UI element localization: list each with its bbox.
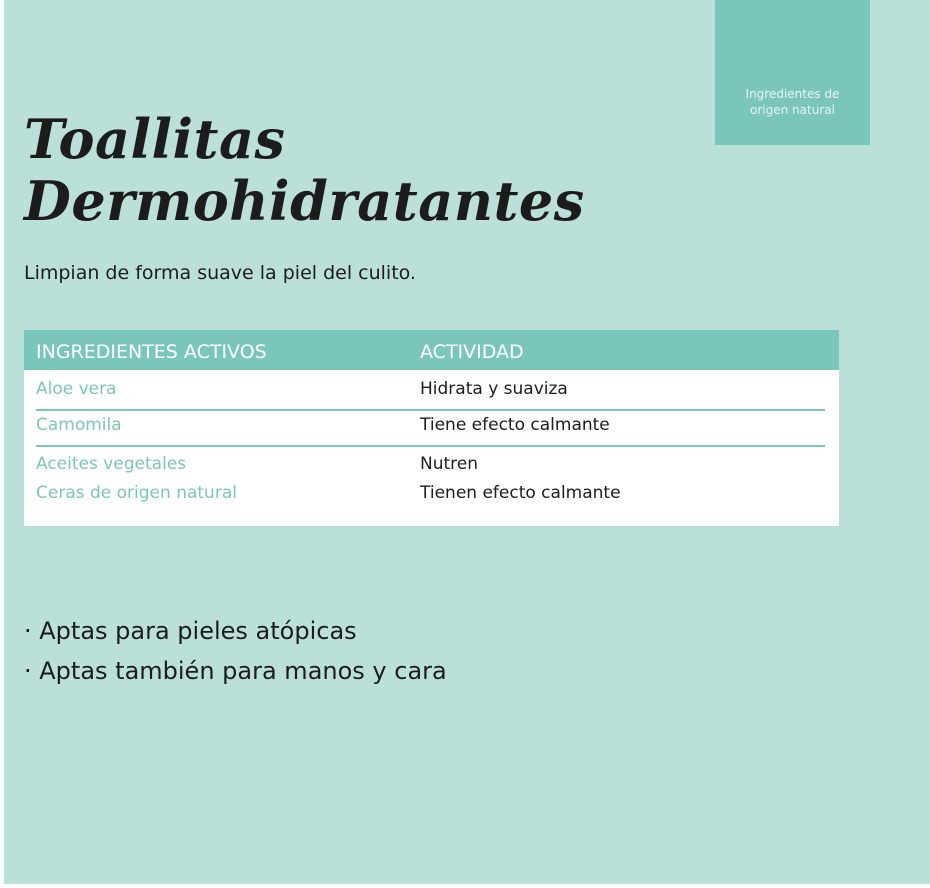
product-title [24, 108, 585, 232]
header-ingredients: INGREDIENTES ACTIVOS [36, 341, 267, 363]
product-subtitle: Limpian de forma suave la piel del culito. [24, 262, 416, 284]
activity-cell: Tiene efecto calmante [420, 415, 610, 435]
activity-cell: Hidrata y suaviza [420, 379, 568, 399]
feature-list [24, 611, 447, 691]
activity-cell: Tienen efecto calmante [420, 483, 621, 503]
activity-cell: Nutren [420, 454, 479, 474]
table-header [24, 330, 839, 370]
badge-line-1: Ingredientes de [745, 87, 840, 101]
ingredient-cell: Aceites vegetales [36, 454, 187, 474]
list-item: · Aptas también para manos y cara [24, 657, 447, 685]
badge-line-2: origen natural [750, 103, 835, 117]
header-activity: ACTIVIDAD [420, 341, 524, 363]
natural-ingredients-badge [715, 0, 870, 145]
list-item: · Aptas para pieles atópicas [24, 617, 357, 645]
row-divider [36, 445, 825, 447]
table-row [24, 482, 839, 504]
ingredient-cell: Ceras de origen natural [36, 483, 237, 503]
ingredients-table [24, 330, 839, 526]
product-title-line-2: Dermohidratantes [24, 169, 585, 233]
ingredient-cell: Aloe vera [36, 379, 117, 399]
ingredient-cell: Camomila [36, 415, 122, 435]
table-row [24, 414, 839, 436]
product-title-line-1: Toallitas [24, 107, 286, 171]
table-row [24, 453, 839, 475]
table-row [24, 378, 839, 400]
row-divider [36, 409, 825, 411]
